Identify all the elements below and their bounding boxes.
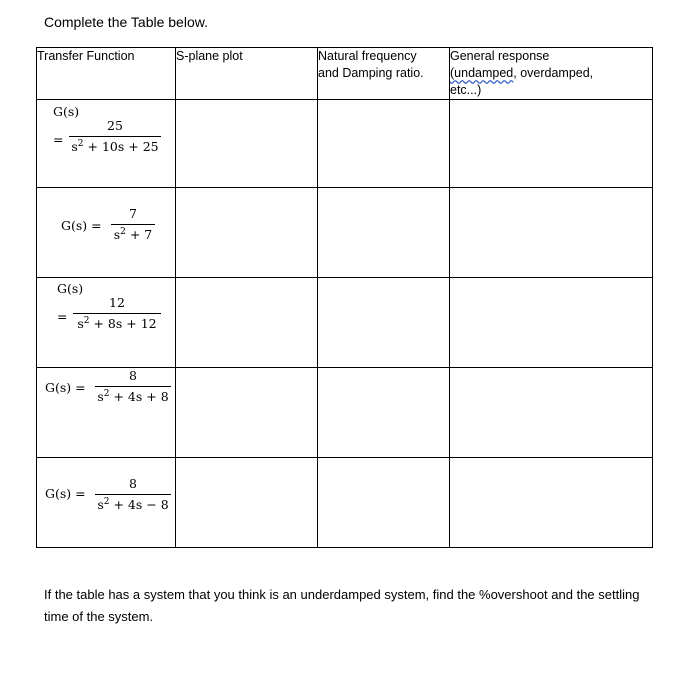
s-plane-cell[interactable]: [176, 188, 318, 278]
transfer-function-cell: [37, 458, 176, 548]
tf-numerator: 8: [129, 368, 137, 383]
header-transfer-function: Transfer Function: [37, 48, 176, 100]
tf-denominator: $s^2 + 4s - 8$: [95, 494, 171, 512]
table-row: [37, 458, 653, 548]
header-natural-frequency-line1: Natural frequency: [318, 49, 417, 63]
general-response-cell[interactable]: [450, 100, 653, 188]
table-row: [37, 368, 653, 458]
natural-frequency-cell[interactable]: [318, 458, 450, 548]
transfer-function-cell: [37, 100, 176, 188]
tf-denominator: $s^2 + 8s + 12$: [73, 313, 161, 331]
header-general-response-line1: General response: [450, 49, 550, 63]
tf-fraction: [69, 118, 161, 154]
tf-numerator: 12: [109, 295, 125, 310]
transfer-function-table: [36, 47, 653, 548]
general-response-cell[interactable]: [450, 278, 653, 368]
tf-fraction: [95, 476, 171, 512]
natural-frequency-cell[interactable]: [318, 188, 450, 278]
page-heading: Complete the Table below.: [44, 14, 208, 30]
tf-lhs: G(s): [57, 281, 84, 296]
tf-fraction: [95, 368, 171, 404]
header-row: [37, 48, 653, 100]
tf-lhs: G(s): [53, 104, 80, 119]
natural-frequency-cell[interactable]: [318, 100, 450, 188]
tf-numerator: 7: [129, 206, 137, 221]
tf-equals: =: [53, 132, 64, 147]
tf-fraction: [111, 206, 155, 242]
tf-lhs: G(s) =: [45, 486, 86, 501]
s-plane-cell[interactable]: [176, 368, 318, 458]
footer-instructions: If the table has a system that you think is an underdamped system, find the %overshoot and the settling time of the system.: [44, 587, 640, 624]
header-s-plane-plot: S-plane plot: [176, 48, 318, 100]
general-response-cell[interactable]: [450, 188, 653, 278]
tf-numerator: 8: [129, 476, 137, 491]
header-natural-frequency: [318, 48, 450, 100]
header-general-response-misspelled-word: (undamped: [450, 66, 514, 80]
header-natural-frequency-line2: and Damping ratio.: [318, 66, 424, 80]
s-plane-cell[interactable]: [176, 100, 318, 188]
transfer-function-cell: [37, 278, 176, 368]
tf-equals: =: [57, 309, 68, 324]
tf-lhs: G(s) =: [61, 218, 102, 233]
natural-frequency-cell[interactable]: [318, 278, 450, 368]
transfer-function-cell: [37, 188, 176, 278]
natural-frequency-cell[interactable]: [318, 368, 450, 458]
header-general-response: [450, 48, 653, 100]
transfer-function-cell: [37, 368, 176, 458]
header-general-response-line3: etc...): [450, 83, 482, 97]
table-row: [37, 278, 653, 368]
tf-lhs: G(s) =: [45, 380, 86, 395]
table-row: [37, 100, 653, 188]
tf-denominator: $s^2 + 4s + 8$: [95, 386, 171, 404]
header-general-response-rest: , overdamped,: [513, 66, 594, 80]
general-response-cell[interactable]: [450, 368, 653, 458]
s-plane-cell[interactable]: [176, 458, 318, 548]
table-row: [37, 188, 653, 278]
tf-denominator: $s^2 + 7$: [111, 224, 155, 242]
tf-fraction: [73, 295, 161, 331]
tf-numerator: 25: [107, 118, 123, 133]
s-plane-cell[interactable]: [176, 278, 318, 368]
tf-denominator: $s^2 + 10s + 25$: [69, 136, 161, 154]
general-response-cell[interactable]: [450, 458, 653, 548]
